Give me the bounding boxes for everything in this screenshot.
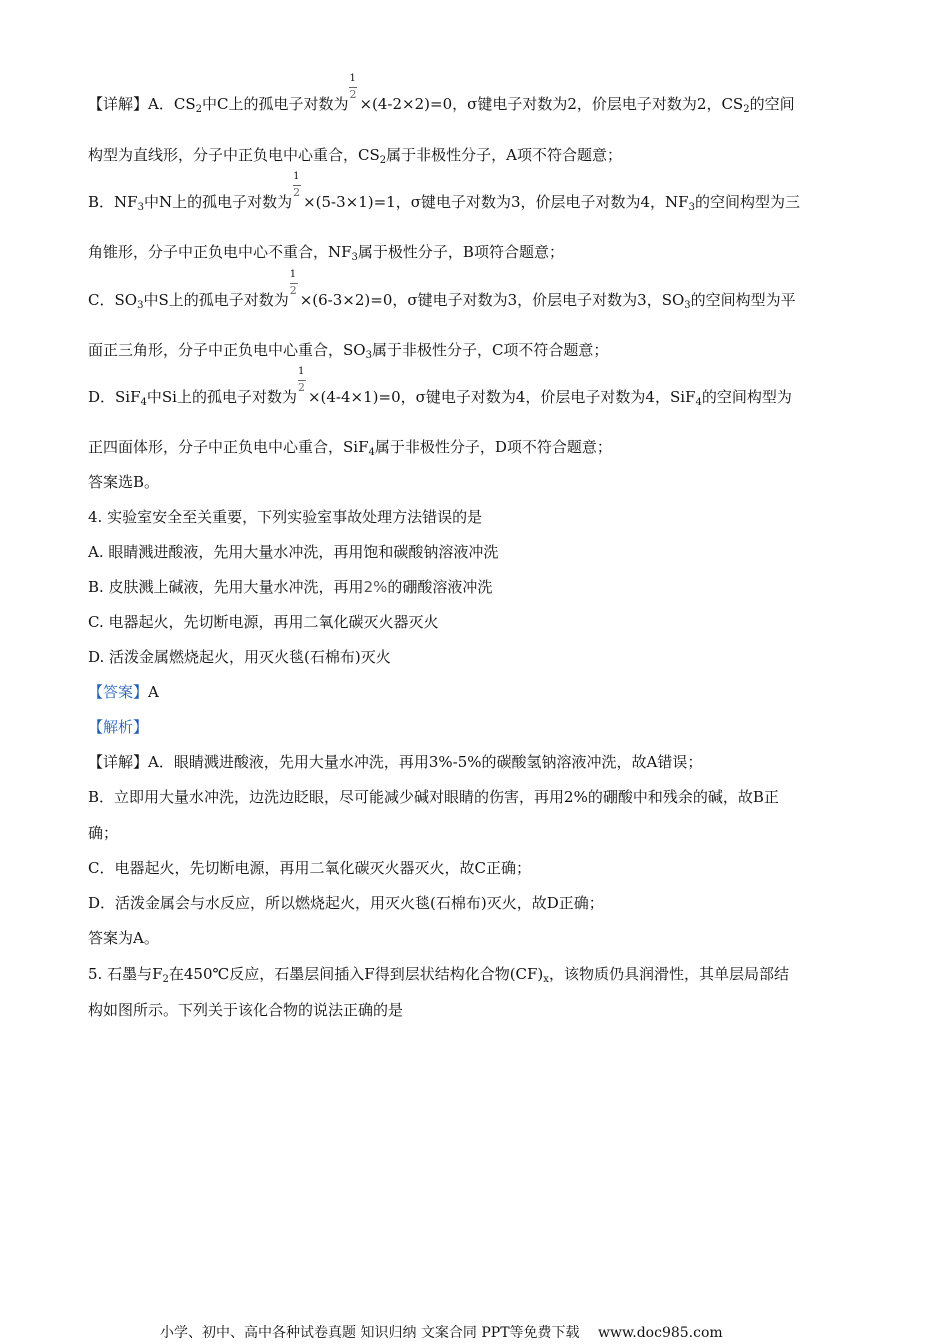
q3-detail-a-line2: 构型为直线形，分子中正负电中心重合，$CS_2$属于非极性分子，A项不符合题意； — [88, 146, 622, 166]
q3-detail-b-line2: 角锥形，分子中正负电中心不重合，$NF_3$属于极性分子，B项符合题意； — [88, 243, 564, 263]
answer-value: A — [148, 683, 159, 701]
fraction-one-half: $\frac{1}{2}$ — [297, 366, 305, 394]
q4-final-answer: 答案为A。 — [88, 929, 159, 947]
q4-option-c: C. 电器起火，先切断电源，再用二氧化碳灭火器灭火 — [88, 613, 439, 631]
q4-detail-b-line2: 确； — [88, 824, 119, 842]
q3-detail-c-line2: 面正三角形，分子中正负电中心重合，$SO_3$属于非极性分子，C项不符合题意； — [88, 341, 609, 361]
page-footer: 小学、初中、高中各种试卷真题 知识归纳 文案合同 PPT等免费下载 www.doc985.com — [160, 1325, 723, 1341]
q4-stem: 4. 实验室安全至关重要，下列实验室事故处理方法错误的是 — [88, 508, 483, 526]
q3-final-answer: 答案选B。 — [88, 473, 160, 491]
q3-detail-d-line2: 正四面体形，分子中正负电中心重合，SiF$_4$属于非极性分子，D项不符合题意； — [88, 438, 612, 458]
q3-detail-a-line1: 【详解】A．$CS_2$中C上的孤电子对数为 $\frac{1}{2}$ ×(4-2×2)=0，σ键电子对数为2，价层电子对数为2，$CS_2$的空间 — [88, 73, 795, 115]
fraction-one-half: $\frac{1}{2}$ — [349, 73, 357, 101]
analysis-label: 【解析】 — [88, 718, 149, 736]
q5-stem-line1: 5. 石墨与$F_2$在450℃反应，石墨层间插入F得到层状结构化合物$(CF)_x$，该物质仍具润滑性，其单层局部结 — [88, 965, 789, 985]
fraction-one-half: $\frac{1}{2}$ — [293, 171, 301, 199]
q4-option-a: A. 眼睛溅进酸液，先用大量水冲洗，再用饱和碳酸钠溶液冲洗 — [88, 543, 499, 561]
q3-detail-c-line1: C．$SO_3$中S上的孤电子对数为 $\frac{1}{2}$ ×(6-3×2)=0，σ键电子对数为3，价层电子对数为3，$SO_3$的空间构型为平 — [88, 269, 796, 311]
q4-detail-c: C．电器起火，先切断电源，再用二氧化碳灭火器灭火，故C正确； — [88, 859, 531, 877]
q4-detail-b-line1: B．立即用大量水冲洗，边洗边眨眼，尽可能减少碱对眼睛的伤害，再用2%的硼酸中和残余的碱，故B正 — [88, 788, 779, 806]
q4-answer — [88, 682, 159, 702]
q4-detail-d: D．活泼金属会与水反应，所以燃烧起火，用灭火毯(石棉布)灭火，故D正确； — [88, 894, 604, 912]
q3-detail-d-line1: D．SiF$_4$中Si上的孤电子对数为 $\frac{1}{2}$ ×(4-4×1)=0，σ键电子对数为4，价层电子对数为4，SiF$_4$的空间构型为 — [88, 366, 792, 408]
detail-label: 【详解】 — [88, 95, 149, 113]
q4-detail-a: 【详解】A．眼睛溅进酸液，先用大量水冲洗，再用3%-5%的碳酸氢钠溶液冲洗，故A错误； — [88, 753, 703, 771]
q4-option-b: B. 皮肤溅上碱液，先用大量水冲洗，再用2%的硼酸溶液冲洗 — [88, 578, 493, 596]
fraction-one-half: $\frac{1}{2}$ — [289, 269, 297, 297]
q3-detail-b-line1: B．$NF_3$中N上的孤电子对数为 $\frac{1}{2}$ ×(5-3×1)=1，σ键电子对数为3，价层电子对数为4，$NF_3$的空间构型为三 — [88, 171, 800, 213]
answer-label: 【答案】 — [88, 683, 149, 701]
q5-stem-line2: 构如图所示。下列关于该化合物的说法正确的是 — [88, 1001, 404, 1019]
q4-option-d: D. 活泼金属燃烧起火，用灭火毯(石棉布)灭火 — [88, 648, 391, 666]
